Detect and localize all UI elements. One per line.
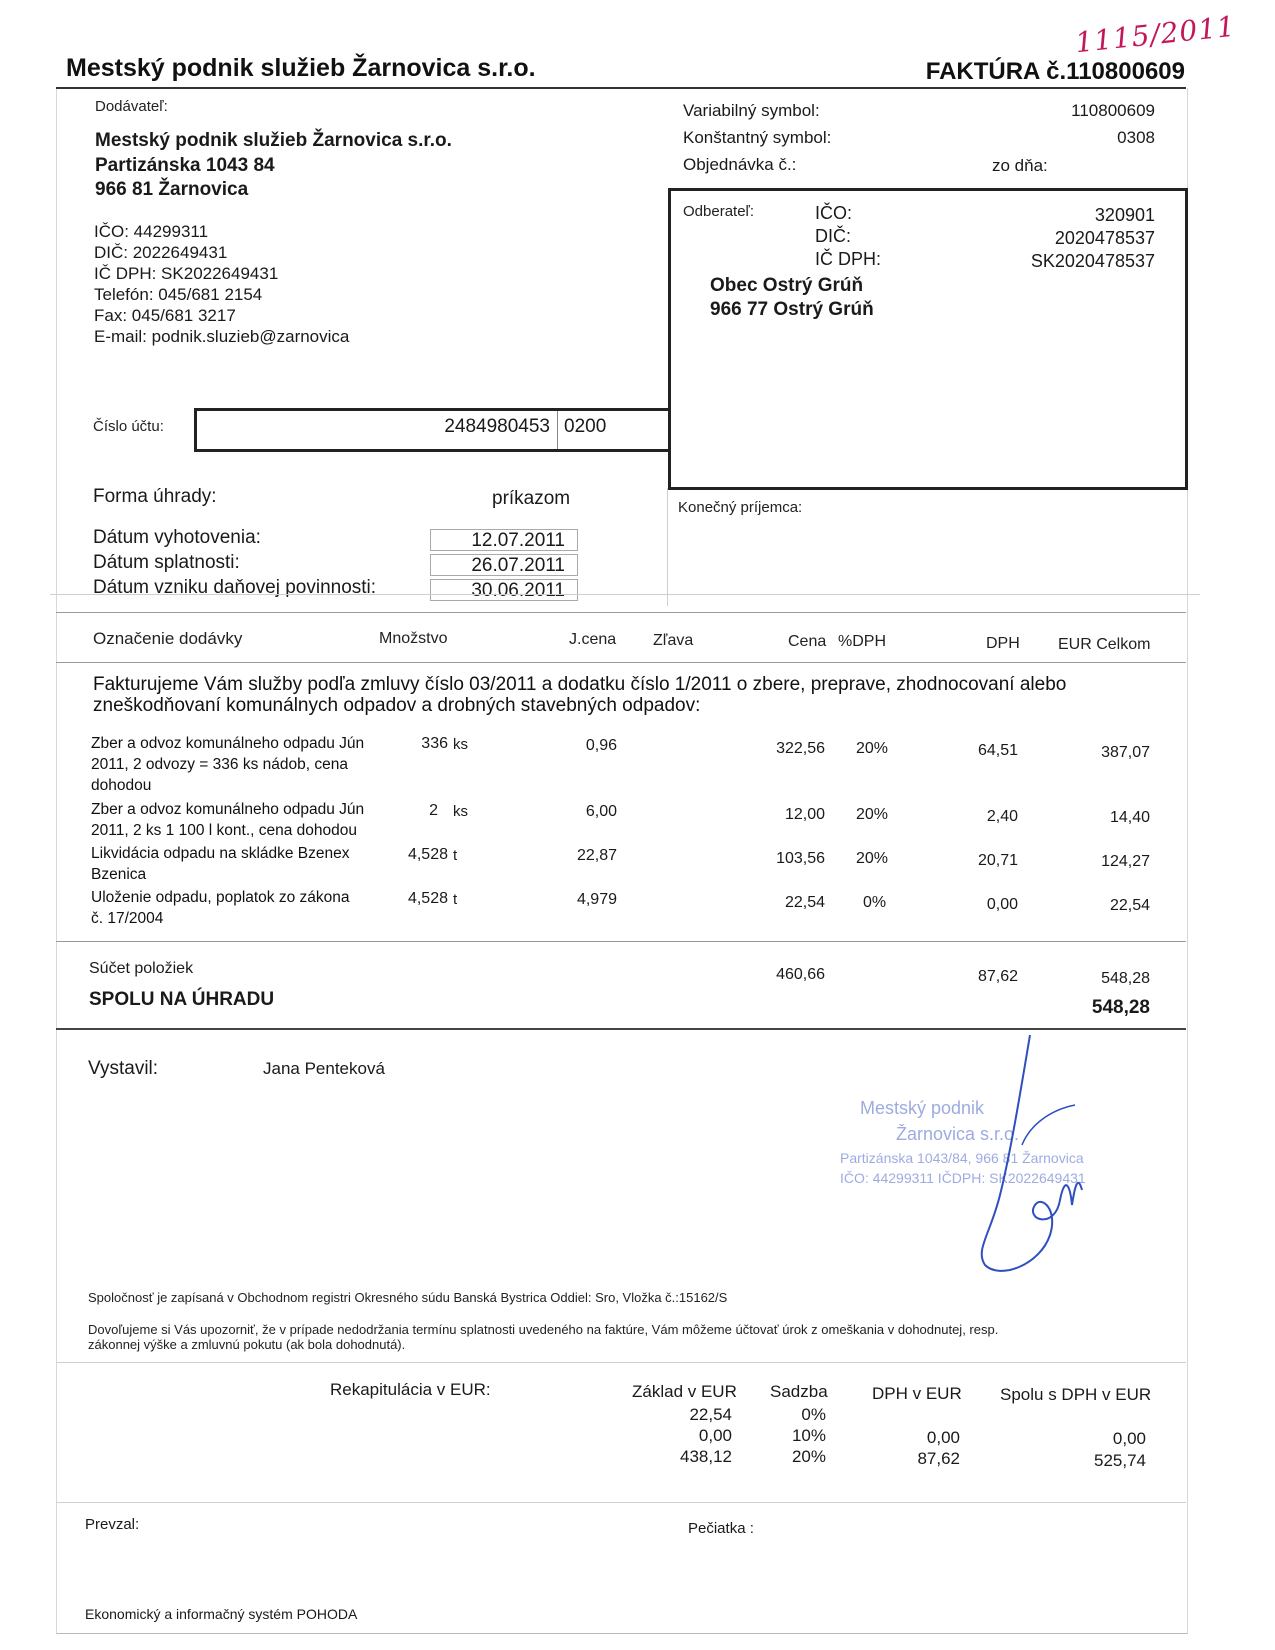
due-total-value: 548,28 bbox=[1091, 997, 1150, 1018]
item-desc-line: Zber a odvoz komunálneho odpadu Jún bbox=[91, 735, 365, 752]
item-unit-price: 0,96 bbox=[585, 737, 617, 754]
stamp-line: Mestský podnik bbox=[860, 1098, 985, 1118]
recap-base: 22,54 bbox=[689, 1405, 732, 1424]
sum-price: 460,66 bbox=[776, 966, 825, 983]
recipient-divider bbox=[667, 488, 668, 606]
account-label: Číslo účtu: bbox=[93, 418, 164, 435]
table-header-line bbox=[56, 662, 1186, 663]
supplier-label: Dodávateľ: bbox=[95, 98, 168, 115]
recap-col-base: Základ v EUR bbox=[632, 1382, 737, 1401]
recap-bottom-line bbox=[56, 1502, 1186, 1503]
item-vat: 20,71 bbox=[977, 852, 1018, 869]
item-desc-line: Bzenica bbox=[91, 866, 147, 883]
item-desc-line: 2011, 2 odvozy = 336 ks nádob, cena bbox=[91, 756, 348, 773]
signature-icon bbox=[980, 1035, 1090, 1285]
due-date-label: Dátum splatnosti: bbox=[93, 552, 240, 573]
bank-code: 0200 bbox=[564, 416, 607, 437]
supplier-phone: Telefón: 045/681 2154 bbox=[94, 285, 263, 304]
item-total: 124,27 bbox=[1101, 853, 1150, 870]
received-label: Prevzal: bbox=[85, 1516, 140, 1533]
item-price: 322,56 bbox=[776, 740, 825, 757]
variable-symbol-label: Variabilný symbol: bbox=[683, 101, 820, 120]
due-total-label: SPOLU NA ÚHRADU bbox=[89, 989, 275, 1010]
th-price: Cena bbox=[788, 633, 827, 650]
supplier-icdph: IČ DPH: SK2022649431 bbox=[94, 264, 279, 283]
customer-label: Odberateľ: bbox=[683, 203, 755, 220]
tax-date-label: Dátum vzniku daňovej povinnosti: bbox=[93, 577, 377, 598]
supplier-fax: Fax: 045/681 3217 bbox=[94, 306, 236, 325]
system-label: Ekonomický a informačný systém POHODA bbox=[85, 1606, 358, 1622]
notes-bottom-line bbox=[56, 1362, 1186, 1363]
th-vat-rate: %DPH bbox=[838, 633, 887, 650]
items-bottom-line bbox=[56, 941, 1186, 942]
final-recipient-label: Konečný príjemca: bbox=[678, 499, 803, 516]
customer-dic-value: 2020478537 bbox=[1054, 228, 1155, 248]
item-price: 103,56 bbox=[776, 850, 825, 867]
item-unit-price: 4,979 bbox=[576, 891, 617, 908]
sum-vat: 87,62 bbox=[977, 968, 1018, 985]
item-vat-rate: 0% bbox=[863, 894, 887, 911]
item-total: 22,54 bbox=[1109, 897, 1150, 914]
warning-note-1: Dovoľujeme si Vás upozorniť, že v prípade nedodržania termínu splatnosti uvedeného na faktúre, Vám môžeme účtovať úrok z omeškania v dohodnutej, resp. bbox=[88, 1322, 999, 1337]
table-top-line bbox=[56, 612, 1186, 613]
item-total: 387,07 bbox=[1101, 744, 1150, 761]
customer-name: Obec Ostrý Grúň bbox=[710, 275, 864, 296]
stamp-line: Žarnovica s.r.o. bbox=[896, 1124, 1020, 1144]
customer-city: 966 77 Ostrý Grúň bbox=[710, 299, 874, 320]
item-desc-line: Uloženie odpadu, poplatok zo zákona bbox=[91, 889, 350, 906]
payment-form-label: Forma úhrady: bbox=[93, 486, 217, 507]
recap-rate: 20% bbox=[791, 1447, 826, 1466]
handwritten-note: 1115/2011 bbox=[1073, 9, 1238, 60]
item-vat: 64,51 bbox=[977, 742, 1018, 759]
recap-rate: 0% bbox=[801, 1405, 826, 1424]
customer-icdph-label: IČ DPH: bbox=[815, 249, 882, 269]
recap-col-total: Spolu s DPH v EUR bbox=[1000, 1385, 1152, 1404]
item-qty: 2 bbox=[429, 802, 438, 819]
scan-line bbox=[50, 594, 1200, 595]
item-price: 12,00 bbox=[784, 806, 825, 823]
supplier-name: Mestský podnik služieb Žarnovica s.r.o. bbox=[95, 130, 452, 151]
variable-symbol-value: 110800609 bbox=[1071, 101, 1155, 120]
item-desc-line: Zber a odvoz komunálneho odpadu Jún bbox=[91, 801, 365, 818]
customer-ico-label: IČO: bbox=[815, 203, 853, 223]
item-vat-rate: 20% bbox=[856, 806, 889, 823]
item-unit-price: 6,00 bbox=[585, 803, 617, 820]
warning-note-2: zákonnej výške a zmluvnú pokutu (ak bola dohodnutá). bbox=[88, 1337, 406, 1352]
recap-total: 0,00 bbox=[1112, 1429, 1146, 1448]
sum-label: Súčet položiek bbox=[89, 960, 194, 977]
th-unit-price: J.cena bbox=[569, 631, 617, 648]
recap-label: Rekapitulácia v EUR: bbox=[330, 1380, 491, 1399]
issue-date-value: 12.07.2011 bbox=[430, 529, 578, 551]
order-date-label: zo dňa: bbox=[992, 156, 1048, 175]
order-label: Objednávka č.: bbox=[683, 155, 797, 174]
recap-vat: 87,62 bbox=[917, 1449, 960, 1468]
th-total: EUR Celkom bbox=[1058, 636, 1151, 653]
item-desc-line: dohodou bbox=[91, 777, 152, 794]
supplier-email: E-mail: podnik.sluzieb@zarnovica bbox=[94, 327, 350, 346]
registry-note: Spoločnosť je zapísaná v Obchodnom registri Okresného súdu Banská Bystrica Oddiel: Sro, Vložka č.:15162/S bbox=[88, 1290, 728, 1305]
item-unit: t bbox=[453, 847, 458, 864]
account-number: 2484980453 bbox=[444, 416, 550, 437]
supplier-street: Partizánska 1043 84 bbox=[95, 155, 275, 176]
recap-col-vat: DPH v EUR bbox=[872, 1384, 962, 1403]
supplier-city: 966 81 Žarnovica bbox=[95, 179, 249, 200]
item-desc-line: č. 17/2004 bbox=[91, 910, 164, 927]
item-desc-line: Likvidácia odpadu na skládke Bzenex bbox=[91, 845, 350, 862]
stamp-line: Partizánska 1043/84, 966 81 Žarnovica bbox=[840, 1150, 1084, 1166]
sum-total: 548,28 bbox=[1101, 970, 1150, 987]
stamp-line: IČO: 44299311 IČDPH: SK2022649431 bbox=[840, 1170, 1086, 1186]
item-vat-rate: 20% bbox=[856, 740, 889, 757]
customer-icdph-value: SK2020478537 bbox=[1030, 251, 1155, 271]
invoice-title: FAKTÚRA č.110800609 bbox=[925, 58, 1185, 85]
recap-base: 438,12 bbox=[680, 1447, 732, 1466]
item-unit: ks bbox=[453, 736, 468, 753]
account-separator bbox=[557, 411, 558, 449]
constant-symbol-value: 0308 bbox=[1117, 128, 1155, 147]
customer-ico-value: 320901 bbox=[1094, 205, 1155, 225]
item-unit: ks bbox=[453, 803, 468, 820]
item-desc-line: 2011, 2 ks 1 100 l kont., cena dohodou bbox=[91, 822, 357, 839]
customer-dic-label: DIČ: bbox=[815, 226, 851, 246]
due-date-value: 26.07.2011 bbox=[430, 554, 578, 576]
recap-col-rate: Sadzba bbox=[770, 1382, 828, 1401]
th-discount: Zľava bbox=[653, 632, 694, 649]
tax-date-value: 30.06.2011 bbox=[430, 579, 578, 601]
issued-by-name: Jana Penteková bbox=[263, 1059, 385, 1078]
item-vat-rate: 20% bbox=[856, 850, 889, 867]
item-qty: 4,528 bbox=[407, 846, 448, 863]
recap-vat: 0,00 bbox=[926, 1428, 960, 1447]
payment-form-value: príkazom bbox=[492, 488, 571, 509]
header-divider bbox=[56, 87, 1186, 89]
th-desc: Označenie dodávky bbox=[93, 629, 243, 648]
item-unit-price: 22,87 bbox=[576, 847, 617, 864]
totals-bottom-line bbox=[56, 1028, 1186, 1030]
item-vat: 2,40 bbox=[986, 808, 1018, 825]
supplier-ico: IČO: 44299311 bbox=[94, 222, 209, 241]
issued-by-label: Vystavil: bbox=[88, 1058, 159, 1079]
item-qty: 4,528 bbox=[407, 890, 448, 907]
item-price: 22,54 bbox=[784, 894, 825, 911]
item-qty: 336 bbox=[421, 735, 448, 752]
table-intro: Fakturujeme Vám služby podľa zmluvy číslo 03/2011 a dodatku číslo 1/2011 o zbere, preprave, zhodnocovaní alebo zneškodňovaní komunálnych odpadov a drobných stavebných odpadov: bbox=[93, 674, 1067, 716]
item-vat: 0,00 bbox=[986, 896, 1018, 913]
issue-date-label: Dátum vyhotovenia: bbox=[93, 527, 261, 548]
recap-base: 0,00 bbox=[698, 1426, 732, 1445]
item-unit: t bbox=[453, 891, 458, 908]
stamp-label: Pečiatka : bbox=[688, 1520, 754, 1537]
th-vat: DPH bbox=[986, 635, 1020, 652]
item-total: 14,40 bbox=[1109, 809, 1150, 826]
th-qty: Množstvo bbox=[379, 630, 448, 647]
recap-rate: 10% bbox=[791, 1426, 826, 1445]
company-title: Mestský podnik služieb Žarnovica s.r.o. bbox=[66, 54, 536, 82]
supplier-dic: DIČ: 2022649431 bbox=[94, 243, 228, 262]
recap-total: 525,74 bbox=[1094, 1451, 1146, 1470]
constant-symbol-label: Konštantný symbol: bbox=[683, 128, 832, 147]
